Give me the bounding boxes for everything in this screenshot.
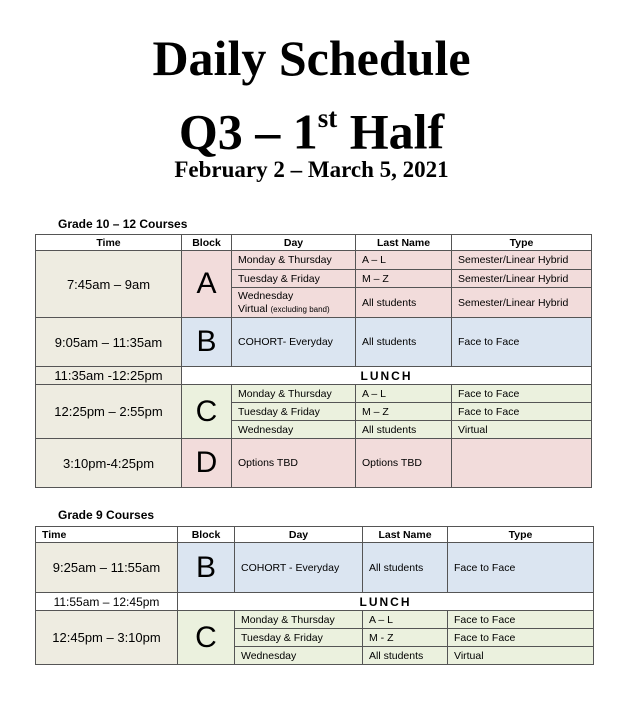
table-row — [36, 385, 592, 403]
last-name-cell: All students — [356, 288, 452, 318]
title-ordinal-suffix: st — [317, 103, 338, 133]
header-block: Block — [178, 527, 235, 543]
lunch-time: 11:55am – 12:45pm — [36, 593, 178, 611]
block-b-letter: B — [182, 318, 232, 367]
block-b-time: 9:05am – 11:35am — [36, 318, 182, 367]
header-row — [36, 235, 592, 251]
title-quarter: Q3 – 1 — [178, 103, 318, 160]
block-b-letter: B — [178, 543, 235, 593]
type-cell: Semester/Linear Hybrid — [452, 288, 592, 318]
day-cell: Tuesday & Friday — [235, 629, 363, 647]
type-cell: Face to Face — [452, 385, 592, 403]
grade9-schedule-table — [35, 526, 594, 665]
day-virtual: Virtual — [238, 302, 271, 315]
grade10-section-label: Grade 10 – 12 Courses — [58, 217, 188, 231]
lunch-row — [36, 593, 594, 611]
lunch-time: 11:35am -12:25pm — [36, 367, 182, 385]
header-type: Type — [448, 527, 594, 543]
grade9-section-label: Grade 9 Courses — [58, 508, 155, 522]
header-day: Day — [235, 527, 363, 543]
table-row — [36, 318, 592, 367]
type-cell — [452, 439, 592, 488]
day-cell: Wednesday — [232, 421, 356, 439]
lunch-row — [36, 367, 592, 385]
day-cell: Tuesday & Friday — [232, 403, 356, 421]
last-name-cell: All students — [363, 647, 448, 665]
header-time: Time — [36, 235, 182, 251]
lunch-label: LUNCH — [182, 367, 592, 385]
day-cell: Wednesday — [235, 647, 363, 665]
block-a-letter: A — [182, 251, 232, 318]
block-b-time: 9:25am – 11:55am — [36, 543, 178, 593]
block-c-letter: C — [182, 385, 232, 439]
block-d-letter: D — [182, 439, 232, 488]
header-last-name: Last Name — [363, 527, 448, 543]
title-dates: February 2 – March 5, 2021 — [174, 157, 449, 182]
excluding-band-note: (excluding band) — [270, 304, 330, 314]
block-d-time: 3:10pm-4:25pm — [36, 439, 182, 488]
title-daily-schedule: Daily Schedule — [152, 30, 471, 86]
day-cell: Monday & Thursday — [232, 251, 356, 270]
table-row — [36, 439, 592, 488]
header-last-name: Last Name — [356, 235, 452, 251]
day-cell: Monday & Thursday — [232, 385, 356, 403]
header-time: Time — [36, 527, 178, 543]
type-cell: Virtual — [452, 421, 592, 439]
last-name-cell: A – L — [356, 251, 452, 270]
header-row — [36, 527, 594, 543]
title-quarter-half — [0, 92, 623, 162]
lunch-label: LUNCH — [178, 593, 594, 611]
day-cell — [232, 288, 356, 318]
last-name-cell: All students — [356, 318, 452, 367]
last-name-cell: A – L — [356, 385, 452, 403]
day-cell: COHORT - Everyday — [235, 543, 363, 593]
block-c-letter: C — [178, 611, 235, 665]
block-c-time: 12:25pm – 2:55pm — [36, 385, 182, 439]
type-cell: Face to Face — [452, 403, 592, 421]
header-block: Block — [182, 235, 232, 251]
type-cell: Semester/Linear Hybrid — [452, 251, 592, 270]
last-name-cell: M – Z — [356, 403, 452, 421]
day-cell: Tuesday & Friday — [232, 270, 356, 288]
day-wednesday: Wednesday — [238, 289, 294, 302]
day-cell: Options TBD — [232, 439, 356, 488]
type-cell: Face to Face — [448, 543, 594, 593]
title-half: Half — [337, 103, 445, 160]
type-cell: Face to Face — [448, 629, 594, 647]
last-name-cell: M – Z — [356, 270, 452, 288]
day-cell: COHORT- Everyday — [232, 318, 356, 367]
table-row — [36, 251, 592, 270]
type-cell: Virtual — [448, 647, 594, 665]
type-cell: Semester/Linear Hybrid — [452, 270, 592, 288]
table-row — [36, 543, 594, 593]
day-virtual-note — [238, 303, 349, 316]
block-a-time: 7:45am – 9am — [36, 251, 182, 318]
last-name-cell: All students — [363, 543, 448, 593]
last-name-cell: M - Z — [363, 629, 448, 647]
header-type: Type — [452, 235, 592, 251]
block-c-time: 12:45pm – 3:10pm — [36, 611, 178, 665]
grade10-schedule-table — [35, 234, 592, 488]
type-cell: Face to Face — [452, 318, 592, 367]
last-name-cell: All students — [356, 421, 452, 439]
type-cell: Face to Face — [448, 611, 594, 629]
last-name-cell: A – L — [363, 611, 448, 629]
table-row — [36, 611, 594, 629]
day-cell: Monday & Thursday — [235, 611, 363, 629]
header-day: Day — [232, 235, 356, 251]
last-name-cell: Options TBD — [356, 439, 452, 488]
